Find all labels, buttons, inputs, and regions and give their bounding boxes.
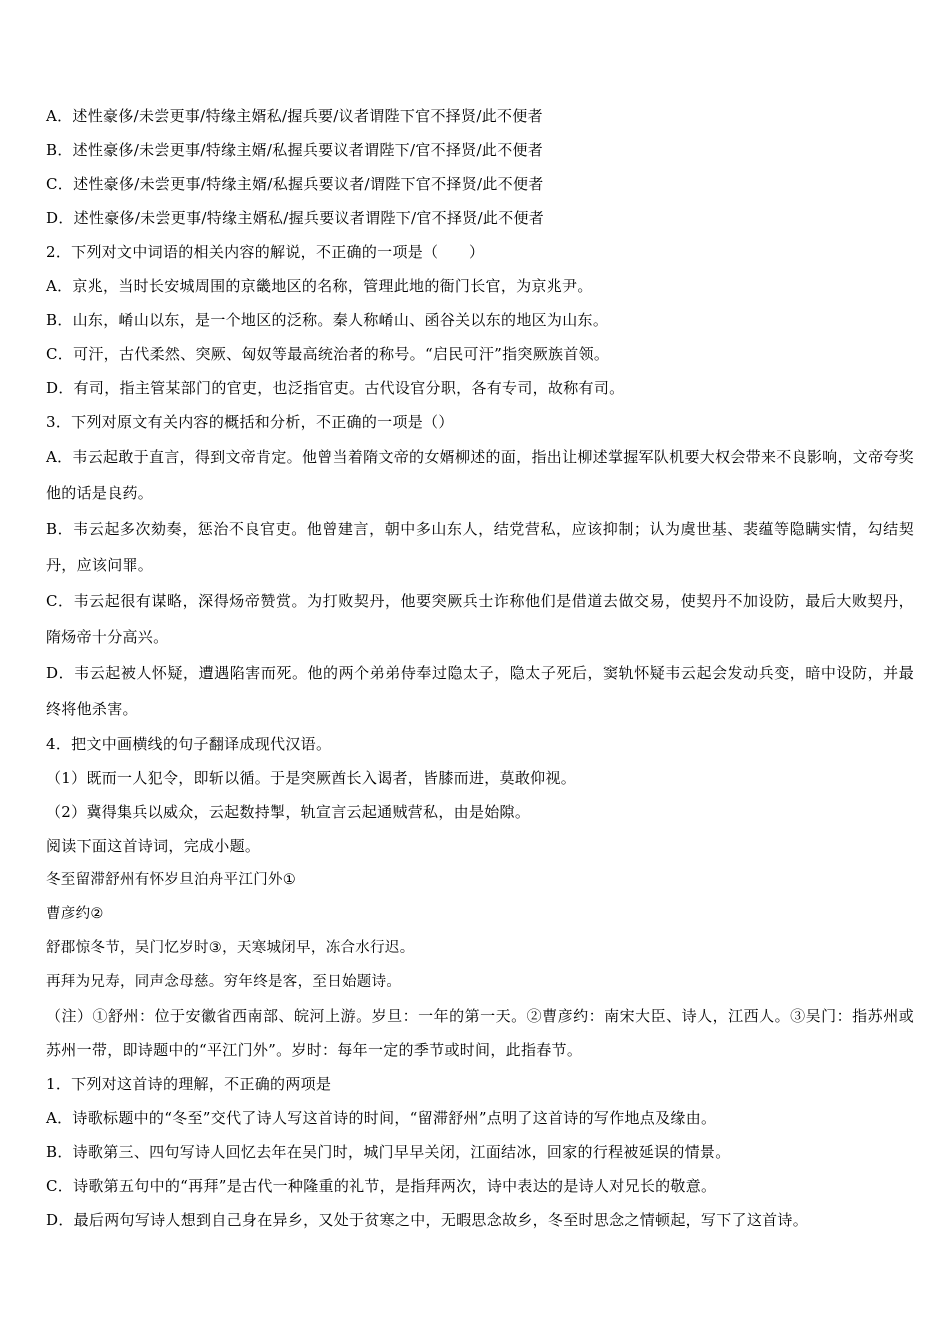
poem-note: （注）①舒州：位于安徽省西南部、皖河上游。岁旦：一年的第一天。②曹彦约：南宋大臣、诗人，江西人。③吴门：指苏州或苏州一带，即诗题中的“平江门外”。岁时：每年一定的季节或时间，此指春节。 (46, 1007, 914, 1059)
poem-q1-option-a: A．诗歌标题中的“冬至”交代了诗人写这首诗的时间，“留滞舒州”点明了这首诗的写作地点及缘由。 (46, 1109, 717, 1127)
q4-item-2: （2）冀得集兵以威众，云起数持掣，轨宣言云起通贼营私，由是始隙。 (46, 803, 531, 821)
q3-option-c: C．韦云起很有谋略，深得炀帝赞赏。为打败契丹，他要突厥兵士诈称他们是借道去做交易，使契丹不加设防，最后大败契丹，隋炀帝十分高兴。 (46, 592, 914, 646)
q1-option-b: B．述性豪侈/未尝更事/特缘主婿/私握兵要议者谓陛下/官不择贤/此不便者 (46, 141, 544, 159)
q3-option-d: D．韦云起被人怀疑，遭遇陷害而死。他的两个弟弟侍奉过隐太子，隐太子死后，窦轨怀疑韦云起会发动兵变，暗中设防，并最终将他杀害。 (46, 664, 914, 718)
q2-option-d: D．有司，指主管某部门的官吏，也泛指官吏。古代设官分职，各有专司，故称有司。 (46, 379, 625, 397)
q1-option-d: D．述性豪侈/未尝更事/特缘主婿私/握兵要议者谓陛下/官不择贤/此不便者 (46, 209, 545, 227)
q3-option-b: B．韦云起多次劾奏，惩治不良官吏。他曾建言，朝中多山东人，结党营私，应该抑制；认为虞世基、裴蕴等隐瞒实情，勾结契丹，应该问罪。 (46, 520, 915, 574)
poem-q1-option-b: B．诗歌第三、四句写诗人回忆去年在吴门时，城门早早关闭，江面结冰，回家的行程被延误的情景。 (46, 1143, 731, 1161)
q2-option-c: C．可汗，古代柔然、突厥、匈奴等最高统治者的称号。“启民可汗”指突厥族首领。 (46, 345, 610, 363)
poem-line-1: 舒郡惊冬节，吴门忆岁时③，天寒城闭早，冻合水行迟。 (46, 940, 415, 956)
q2-option-a: A．京兆，当时长安城周围的京畿地区的名称，管理此地的衙门长官，为京兆尹。 (46, 277, 593, 295)
q3-stem: 3．下列对原文有关内容的概括和分析，不正确的一项是（） (46, 413, 454, 431)
q1-option-c: C．述性豪侈/未尝更事/特缘主婿/私握兵要议者/谓陛下官不择贤/此不便者 (46, 175, 544, 193)
q2-stem: 2．下列对文中词语的相关内容的解说，不正确的一项是（ ） (46, 243, 485, 261)
q4-stem: 4．把文中画横线的句子翻译成现代汉语。 (46, 735, 332, 753)
document-page (46, 99, 914, 1237)
poem-q1-option-c: C．诗歌第五句中的“再拜”是古代一种隆重的礼节，是指拜两次，诗中表达的是诗人对兄长的敬意。 (46, 1177, 717, 1195)
poem-q1-stem: 1．下列对这首诗的理解，不正确的两项是 (46, 1075, 332, 1093)
poem-line-2: 再拜为兄寿，同声念母慈。穷年终是客，至日始题诗。 (46, 974, 402, 990)
poem-q1-option-d: D．最后两句写诗人想到自己身在异乡，又处于贫寒之中，无暇思念故乡，冬至时思念之情顿起，写下了这首诗。 (46, 1211, 809, 1229)
poem-author: 曹彦约② (46, 906, 104, 922)
q3-option-a: A．韦云起敢于直言，得到文帝肯定。他曾当着隋文帝的女婿柳述的面，指出让柳述掌握军队机要大权会带来不良影响，文帝夸奖他的话是良药。 (46, 448, 914, 502)
poem-intro: 阅读下面这首诗词，完成小题。 (46, 837, 261, 855)
q2-option-b: B．山东，崤山以东，是一个地区的泛称。秦人称崤山、函谷关以东的地区为山东。 (46, 311, 609, 329)
q4-item-1: （1）既而一人犯令，即斩以循。于是突厥酋长入谒者，皆膝而进，莫敢仰视。 (46, 769, 577, 787)
poem-title: 冬至留滞舒州有怀岁旦泊舟平江门外① (46, 872, 297, 888)
q1-option-a: A．述性豪侈/未尝更事/特缘主婿私/握兵要/议者谓陛下官不择贤/此不便者 (46, 107, 543, 125)
